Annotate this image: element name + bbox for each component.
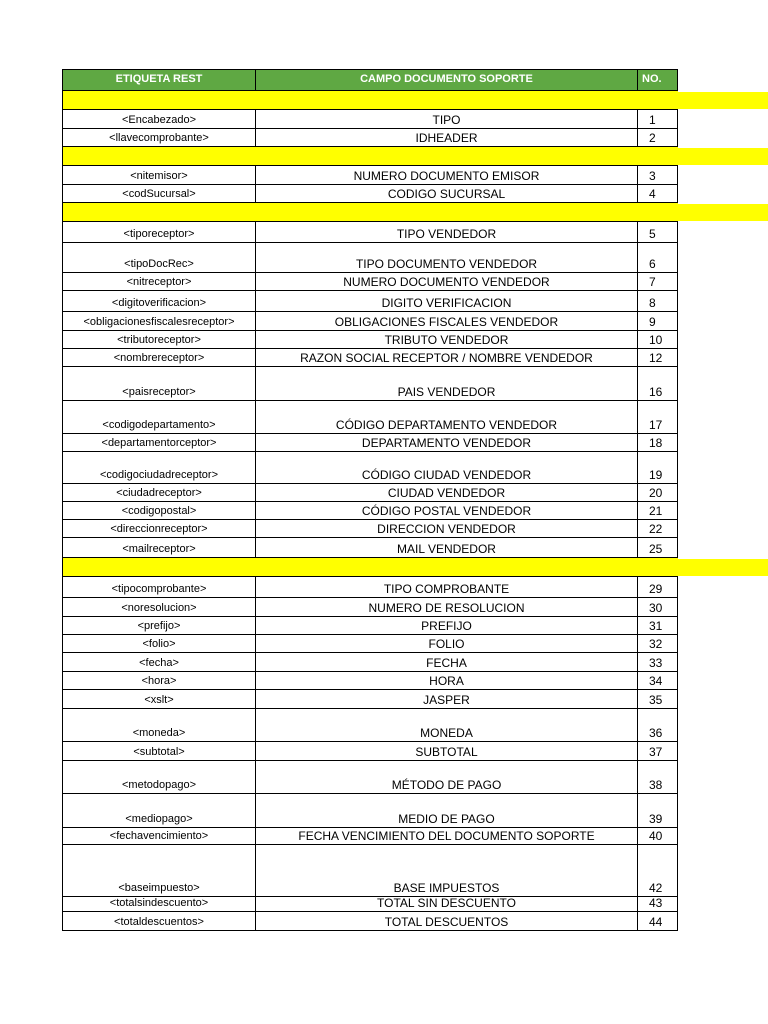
rest-tag-cell: <nitreceptor> (63, 273, 256, 291)
number-cell: 12 (638, 349, 678, 367)
campo-cell: SUBTOTAL (256, 742, 638, 761)
rest-tag-cell: <subtotal> (63, 742, 256, 761)
campo-cell: MONEDA (256, 709, 638, 742)
table-row (63, 401, 678, 434)
rest-tag-cell: <digitoverificacion> (63, 291, 256, 312)
table-row (63, 484, 678, 502)
number-cell: 20 (638, 484, 678, 502)
table-row (63, 672, 678, 690)
number-cell: 29 (638, 577, 678, 598)
number-cell: 9 (638, 312, 678, 331)
rest-tag-cell: <folio> (63, 635, 256, 653)
campo-cell: NUMERO DE RESOLUCION (256, 598, 638, 617)
rest-tag-cell: <direccionreceptor> (63, 520, 256, 538)
number-cell: 25 (638, 538, 678, 558)
section-band (63, 203, 678, 222)
number-cell: 42 (638, 845, 678, 897)
table-row (63, 331, 678, 349)
header-campo-documento-soporte: CAMPO DOCUMENTO SOPORTE (256, 70, 638, 91)
table-row (63, 502, 678, 520)
number-cell: 19 (638, 452, 678, 484)
rest-tag-cell: <tiporeceptor> (63, 222, 256, 243)
campo-cell: MÉTODO DE PAGO (256, 761, 638, 794)
rest-tag-cell: <llavecomprobante> (63, 129, 256, 147)
table-row (63, 129, 678, 147)
number-cell: 2 (638, 129, 678, 147)
number-cell: 21 (638, 502, 678, 520)
number-cell: 33 (638, 653, 678, 672)
rest-tag-cell: <obligacionesfiscalesreceptor> (63, 312, 256, 331)
table-row (63, 617, 678, 635)
campo-cell: TOTAL SIN DESCUENTO (256, 897, 638, 912)
rest-tag-cell: <mediopago> (63, 794, 256, 828)
campo-cell: CODIGO SUCURSAL (256, 185, 638, 203)
section-separator-row (63, 147, 678, 166)
campo-cell: CÓDIGO DEPARTAMENTO VENDEDOR (256, 401, 638, 434)
number-cell: 43 (638, 897, 678, 912)
number-cell: 32 (638, 635, 678, 653)
rest-tag-cell: <nitemisor> (63, 166, 256, 185)
campo-cell: CIUDAD VENDEDOR (256, 484, 638, 502)
campo-cell: CÓDIGO POSTAL VENDEDOR (256, 502, 638, 520)
rest-tag-cell: <tributoreceptor> (63, 331, 256, 349)
rest-tag-cell: <mailreceptor> (63, 538, 256, 558)
rest-tag-cell: <codigopostal> (63, 502, 256, 520)
campo-cell: TIPO (256, 110, 638, 129)
number-cell: 35 (638, 690, 678, 709)
table-row (63, 243, 678, 273)
section-band-extension (678, 92, 768, 109)
table-row (63, 598, 678, 617)
campo-cell: DIGITO VERIFICACION (256, 291, 638, 312)
number-cell: 18 (638, 434, 678, 452)
rest-tag-cell: <metodopago> (63, 761, 256, 794)
table-row (63, 273, 678, 291)
number-cell: 22 (638, 520, 678, 538)
campo-cell: DEPARTAMENTO VENDEDOR (256, 434, 638, 452)
table-row (63, 897, 678, 912)
number-cell: 7 (638, 273, 678, 291)
rest-tag-cell: <codigociudadreceptor> (63, 452, 256, 484)
table-row (63, 653, 678, 672)
table-row (63, 185, 678, 203)
rest-tag-cell: <totaldescuentos> (63, 912, 256, 931)
rest-tag-cell: <ciudadreceptor> (63, 484, 256, 502)
table-row (63, 291, 678, 312)
number-cell: 40 (638, 828, 678, 845)
campo-cell: TIPO VENDEDOR (256, 222, 638, 243)
table-row (63, 709, 678, 742)
number-cell: 5 (638, 222, 678, 243)
campo-cell: TIPO COMPROBANTE (256, 577, 638, 598)
number-cell: 39 (638, 794, 678, 828)
header-no: NO. (638, 70, 678, 91)
rest-tag-cell: <moneda> (63, 709, 256, 742)
rest-tag-cell: <xslt> (63, 690, 256, 709)
rest-tag-cell: <nombrereceptor> (63, 349, 256, 367)
campo-cell: PAIS VENDEDOR (256, 367, 638, 401)
rest-tag-cell: <paisreceptor> (63, 367, 256, 401)
section-band (63, 147, 678, 166)
section-separator-row (63, 91, 678, 110)
table-row (63, 349, 678, 367)
table-row (63, 166, 678, 185)
rest-tag-cell: <codigodepartamento> (63, 401, 256, 434)
number-cell: 16 (638, 367, 678, 401)
number-cell: 37 (638, 742, 678, 761)
section-band (63, 91, 678, 110)
rest-tag-cell: <totalsindescuento> (63, 897, 256, 912)
table-row (63, 434, 678, 452)
campo-cell: TOTAL DESCUENTOS (256, 912, 638, 931)
rest-tag-cell: <prefijo> (63, 617, 256, 635)
campo-cell: MEDIO DE PAGO (256, 794, 638, 828)
table-row (63, 312, 678, 331)
campo-cell: TIPO DOCUMENTO VENDEDOR (256, 243, 638, 273)
number-cell: 1 (638, 110, 678, 129)
campo-cell: FECHA (256, 653, 638, 672)
campo-cell: MAIL VENDEDOR (256, 538, 638, 558)
table-row (63, 794, 678, 828)
rest-tag-cell: <fechavencimiento> (63, 828, 256, 845)
table-row (63, 912, 678, 931)
rest-tag-cell: <hora> (63, 672, 256, 690)
number-cell: 34 (638, 672, 678, 690)
number-cell: 44 (638, 912, 678, 931)
campo-cell: BASE IMPUESTOS (256, 845, 638, 897)
campo-cell: IDHEADER (256, 129, 638, 147)
number-cell: 6 (638, 243, 678, 273)
section-band-extension (678, 559, 768, 576)
campo-cell: PREFIJO (256, 617, 638, 635)
campo-cell: CÓDIGO CIUDAD VENDEDOR (256, 452, 638, 484)
table-row (63, 520, 678, 538)
campo-cell: FOLIO (256, 635, 638, 653)
number-cell: 4 (638, 185, 678, 203)
section-band-extension (678, 148, 768, 165)
rest-tag-cell: <noresolucion> (63, 598, 256, 617)
campo-cell: OBLIGACIONES FISCALES VENDEDOR (256, 312, 638, 331)
table-row (63, 761, 678, 794)
header-etiqueta-rest: ETIQUETA REST (63, 70, 256, 91)
campo-cell: RAZON SOCIAL RECEPTOR / NOMBRE VENDEDOR (256, 349, 638, 367)
rest-tag-cell: <codSucursal> (63, 185, 256, 203)
campo-cell: JASPER (256, 690, 638, 709)
number-cell: 10 (638, 331, 678, 349)
section-separator-row (63, 203, 678, 222)
table-row (63, 367, 678, 401)
number-cell: 8 (638, 291, 678, 312)
table-header-row (63, 70, 678, 91)
rest-tag-cell: <Encabezado> (63, 110, 256, 129)
campo-cell: TRIBUTO VENDEDOR (256, 331, 638, 349)
campo-cell: NUMERO DOCUMENTO EMISOR (256, 166, 638, 185)
rest-tag-cell: <departamentorceptor> (63, 434, 256, 452)
number-cell: 31 (638, 617, 678, 635)
field-mapping-table (62, 69, 678, 931)
rest-tag-cell: <tipoDocRec> (63, 243, 256, 273)
rest-tag-cell: <tipocomprobante> (63, 577, 256, 598)
table-row (63, 538, 678, 558)
number-cell: 36 (638, 709, 678, 742)
table-row (63, 635, 678, 653)
number-cell: 3 (638, 166, 678, 185)
rest-tag-cell: <fecha> (63, 653, 256, 672)
campo-cell: DIRECCION VENDEDOR (256, 520, 638, 538)
table-row (63, 690, 678, 709)
table-row (63, 845, 678, 897)
table-row (63, 742, 678, 761)
campo-cell: NUMERO DOCUMENTO VENDEDOR (256, 273, 638, 291)
table-row (63, 577, 678, 598)
table-row (63, 222, 678, 243)
campo-cell: HORA (256, 672, 638, 690)
table-row (63, 452, 678, 484)
table-row (63, 828, 678, 845)
number-cell: 17 (638, 401, 678, 434)
section-band (63, 558, 678, 577)
section-band-extension (678, 204, 768, 221)
campo-cell: FECHA VENCIMIENTO DEL DOCUMENTO SOPORTE (256, 828, 638, 845)
rest-tag-cell: <baseimpuesto> (63, 845, 256, 897)
number-cell: 30 (638, 598, 678, 617)
table-row (63, 110, 678, 129)
number-cell: 38 (638, 761, 678, 794)
section-separator-row (63, 558, 678, 577)
